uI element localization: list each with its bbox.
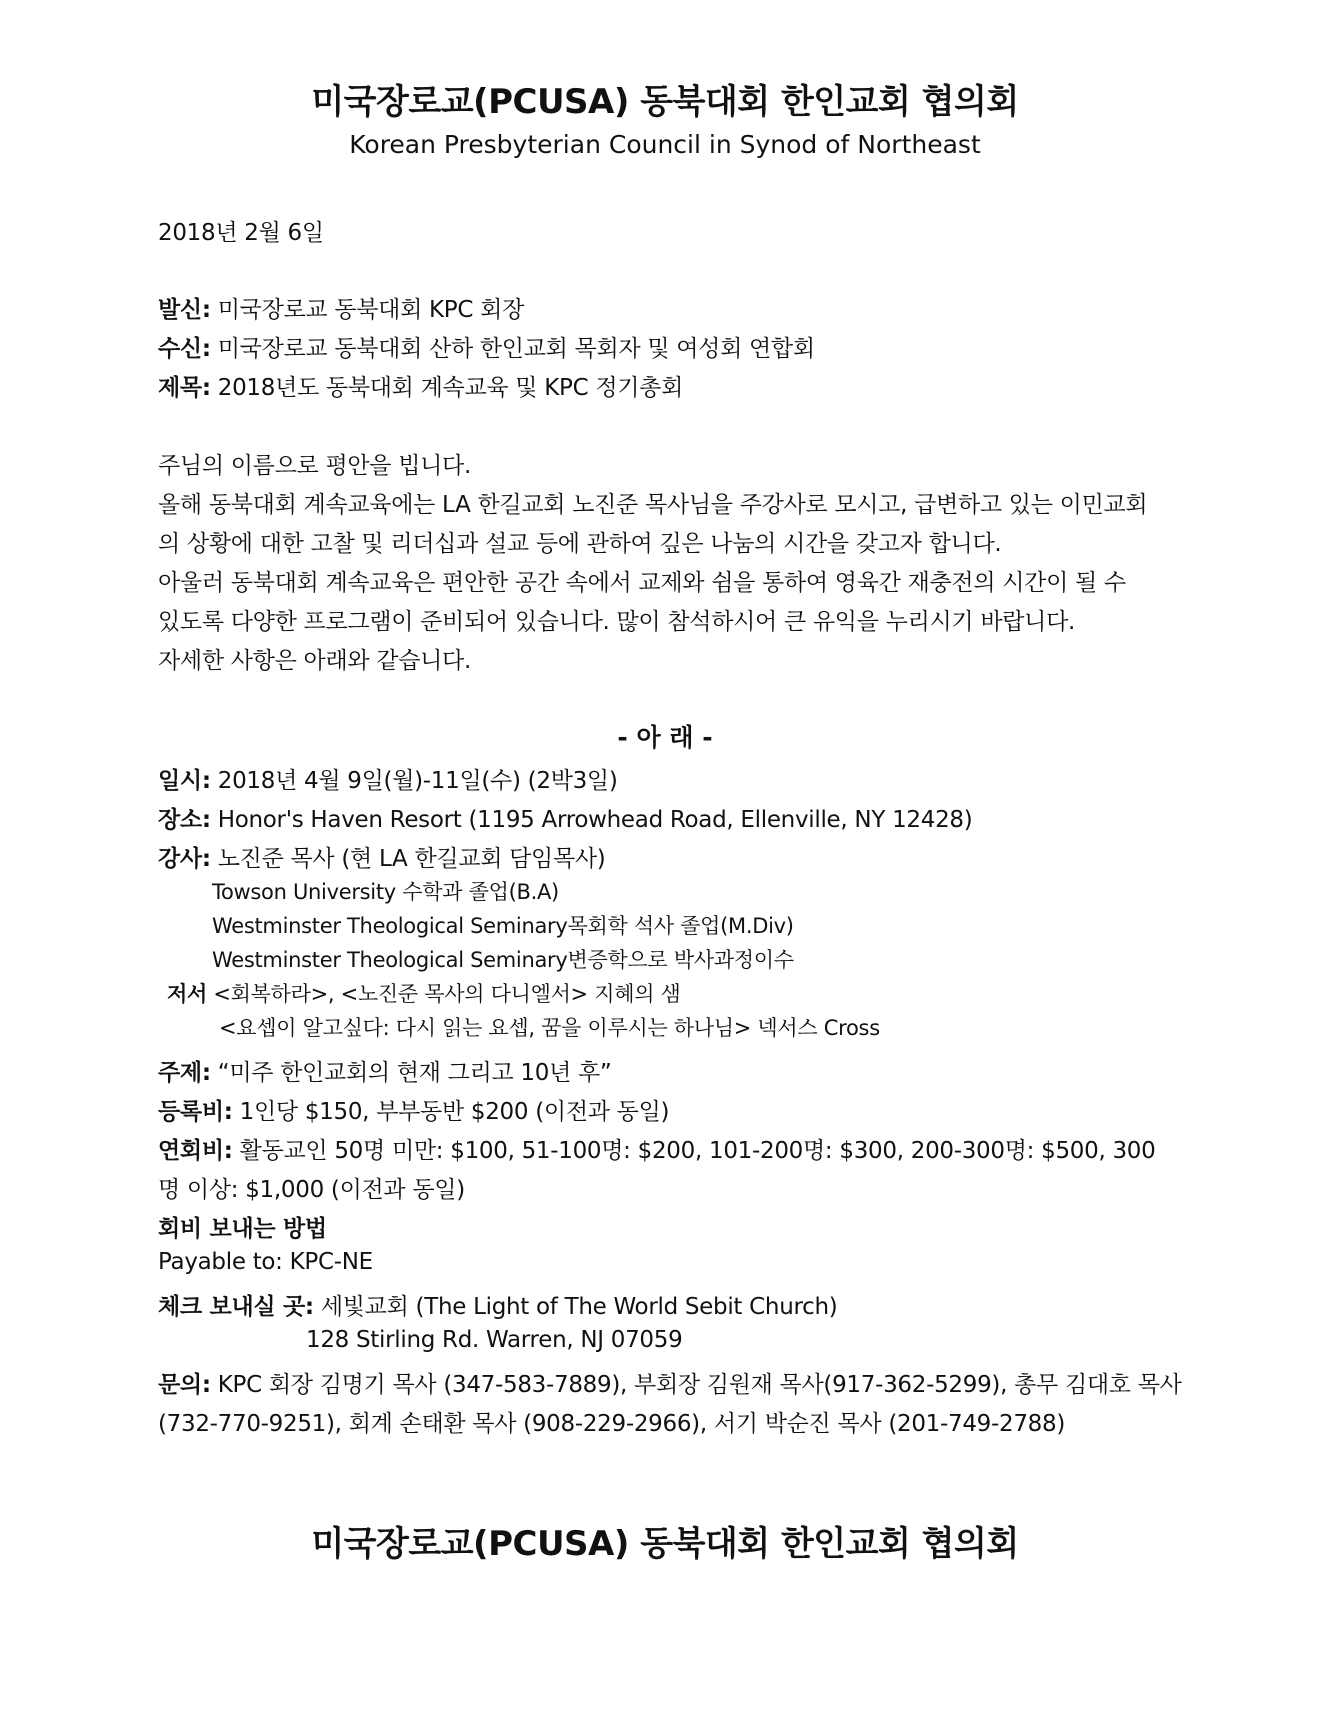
fee-label: 등록비: xyxy=(158,1099,233,1125)
where-line xyxy=(158,801,972,834)
dues-label: 연회비: xyxy=(158,1138,233,1164)
dues-line xyxy=(158,1132,1155,1165)
body-paragraph-5: 있도록 다양한 프로그램이 준비되어 있습니다. 많이 참석하시어 큰 유익을 누리시기 바랍니다. xyxy=(158,609,1076,635)
speaker-label: 강사: xyxy=(158,846,211,872)
speaker-bio-3: Westminster Theological Seminary변증학으로 박사과정이수 xyxy=(212,948,794,972)
theme-value: “미주 한인교회의 현재 그리고 10년 후” xyxy=(210,1060,612,1086)
dues-value-1: 활동교인 50명 미만: $100, 51-100명: $200, 101-200명: $300, 200-300명: $500, 300 xyxy=(232,1138,1156,1164)
footer-title: 미국장로교(PCUSA) 동북대회 한인교회 협의회 xyxy=(311,1524,1019,1564)
from-value: 미국장로교 동북대회 KPC 회장 xyxy=(210,297,524,323)
speaker-books-line xyxy=(167,978,681,1008)
letter-date: 2018년 2월 6일 xyxy=(158,220,324,246)
theme-label: 주제: xyxy=(158,1060,211,1086)
to-value: 미국장로교 동북대회 산하 한인교회 목회자 및 여성회 연합회 xyxy=(210,336,815,362)
check-address: 128 Stirling Rd. Warren, NJ 07059 xyxy=(306,1327,683,1353)
letterhead-subtitle: Korean Presbyterian Council in Synod of Northeast xyxy=(349,130,981,159)
check-line xyxy=(158,1288,837,1321)
body-paragraph-2: 올해 동북대회 계속교육에는 LA 한길교회 노진준 목사님을 주강사로 모시고, 급변하고 있는 이민교회 xyxy=(158,492,1148,518)
from-line xyxy=(158,291,524,324)
subject-value: 2018년도 동북대회 계속교육 및 KPC 정기총회 xyxy=(210,375,684,401)
subject-label: 제목: xyxy=(158,375,211,401)
when-label: 일시: xyxy=(158,768,211,794)
speaker-bio-1: Towson University 수학과 졸업(B.A) xyxy=(212,880,559,904)
books-label: 저서 xyxy=(167,982,207,1006)
letterhead-title: 미국장로교(PCUSA) 동북대회 한인교회 협의회 xyxy=(311,82,1019,122)
from-label: 발신: xyxy=(158,297,211,323)
section-title: - 아 래 - xyxy=(617,723,713,752)
speaker-value: 노진준 목사 (현 LA 한길교회 담임목사) xyxy=(210,846,606,872)
speaker-bio-2: Westminster Theological Seminary목회학 석사 졸업(M.Div) xyxy=(212,914,794,938)
to-label: 수신: xyxy=(158,336,211,362)
check-value: 세빛교회 (The Light of The World Sebit Church) xyxy=(313,1294,838,1320)
when-value: 2018년 4월 9일(월)-11일(수) (2박3일) xyxy=(210,768,618,794)
contact-line-2: (732-770-9251), 회계 손태환 목사 (908-229-2966), 서기 박순진 목사 (201-749-2788) xyxy=(158,1411,1065,1437)
contact-label: 문의: xyxy=(158,1372,211,1398)
where-label: 장소: xyxy=(158,807,211,833)
fee-value: 1인당 $150, 부부동반 $200 (이전과 동일) xyxy=(232,1099,670,1125)
theme-line xyxy=(158,1054,612,1087)
speaker-books-2: <요셉이 알고싶다: 다시 읽는 요셉, 꿈을 이루시는 하나님> 넥서스 Cross xyxy=(219,1016,880,1040)
payable-line: Payable to: KPC-NE xyxy=(158,1249,373,1275)
dues-line-2: 명 이상: $1,000 (이전과 동일) xyxy=(158,1177,465,1203)
body-paragraph-3: 의 상황에 대한 고찰 및 리더십과 설교 등에 관하여 깊은 나눔의 시간을 갖고자 합니다. xyxy=(158,531,1002,557)
to-line xyxy=(158,330,815,363)
when-line xyxy=(158,762,618,795)
subject-line xyxy=(158,369,683,402)
check-label: 체크 보내실 곳: xyxy=(158,1294,314,1320)
payment-heading: 회비 보내는 방법 xyxy=(158,1216,327,1242)
contact-line xyxy=(158,1366,1182,1399)
speaker-line xyxy=(158,840,605,873)
fee-line xyxy=(158,1093,669,1126)
contact-value-1: KPC 회장 김명기 목사 (347-583-7889), 부회장 김원재 목사(917-362-5299), 총무 김대호 목사 xyxy=(210,1372,1182,1398)
books-value-1: <회복하라>, <노진준 목사의 다니엘서> 지혜의 샘 xyxy=(206,982,681,1006)
where-value: Honor's Haven Resort (1195 Arrowhead Road, Ellenville, NY 12428) xyxy=(210,807,973,833)
body-paragraph-1: 주님의 이름으로 평안을 빕니다. xyxy=(158,453,471,479)
body-paragraph-4: 아울러 동북대회 계속교육은 편안한 공간 속에서 교제와 쉼을 통하여 영육간 재충전의 시간이 될 수 xyxy=(158,570,1126,596)
body-paragraph-6: 자세한 사항은 아래와 같습니다. xyxy=(158,648,471,674)
